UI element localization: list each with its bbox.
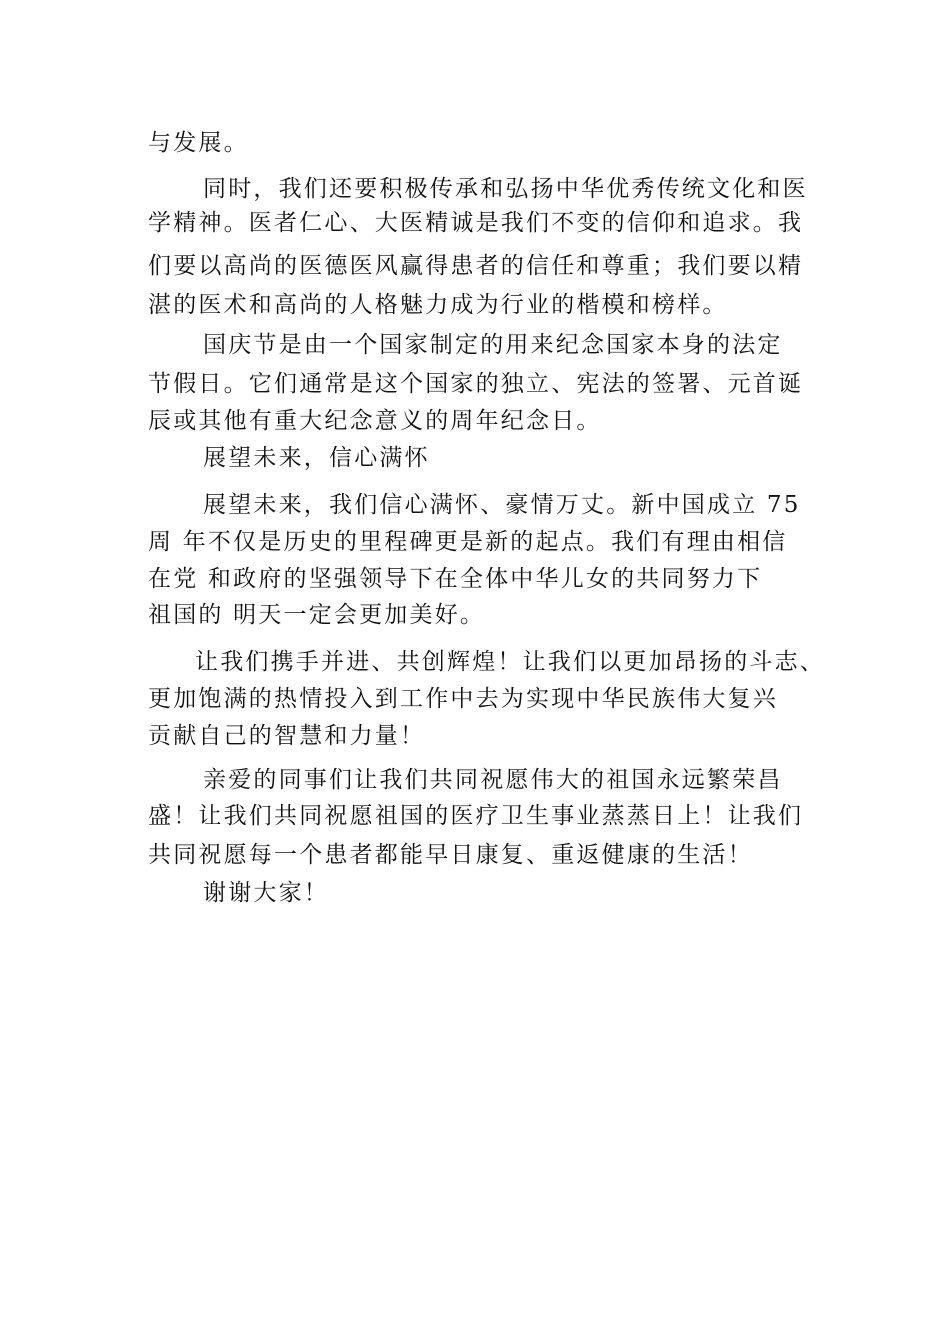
- text-line: 国庆节是由一个国家制定的用来纪念国家本身的法定: [203, 332, 783, 358]
- closing-line: 谢谢大家！: [203, 880, 329, 906]
- text-line: 祖国的 明天一定会更加美好。: [148, 602, 486, 628]
- text-line: 让我们携手并进、共创辉煌！让我们以更加昂扬的斗志、: [195, 649, 825, 675]
- text-line: 周 年不仅是历史的里程碑更是新的起点。我们有理由相信: [148, 529, 788, 555]
- text-line: 们要以高尚的医德医风赢得患者的信任和尊重；我们要以精: [148, 253, 804, 279]
- text-line: 学精神。医者仁心、大医精诚是我们不变的信仰和追求。我: [148, 210, 804, 236]
- text-line: 在党 和政府的坚强领导下在全体中华儿女的共同努力下: [148, 566, 763, 592]
- text-line: 同时，我们还要积极传承和弘扬中华优秀传统文化和医: [203, 176, 808, 202]
- text-line: 辰或其他有重大纪念意义的周年纪念日。: [148, 408, 602, 434]
- text-line: 展望未来，我们信心满怀、豪情万丈。新中国成立 75: [203, 492, 801, 518]
- text-line: 与发展。: [148, 130, 249, 156]
- text-line: 亲爱的同事们让我们共同祝愿伟大的祖国永远繁荣昌: [203, 767, 783, 793]
- text-line: 共同祝愿每一个患者都能早日康复、重返健康的生活！: [148, 842, 753, 868]
- text-line: 节假日。它们通常是这个国家的独立、宪法的签署、元首诞: [148, 371, 804, 397]
- section-heading: 展望未来，信心满怀: [203, 445, 430, 471]
- text-line: 盛！让我们共同祝愿祖国的医疗卫生事业蒸蒸日上！让我们: [148, 803, 804, 829]
- text-line: 贡献自己的智慧和力量！: [148, 723, 426, 749]
- text-line: 更加饱满的热情投入到工作中去为实现中华民族伟大复兴: [148, 686, 778, 712]
- text-line: 湛的医术和高尚的人格魅力成为行业的楷模和榜样。: [148, 292, 728, 318]
